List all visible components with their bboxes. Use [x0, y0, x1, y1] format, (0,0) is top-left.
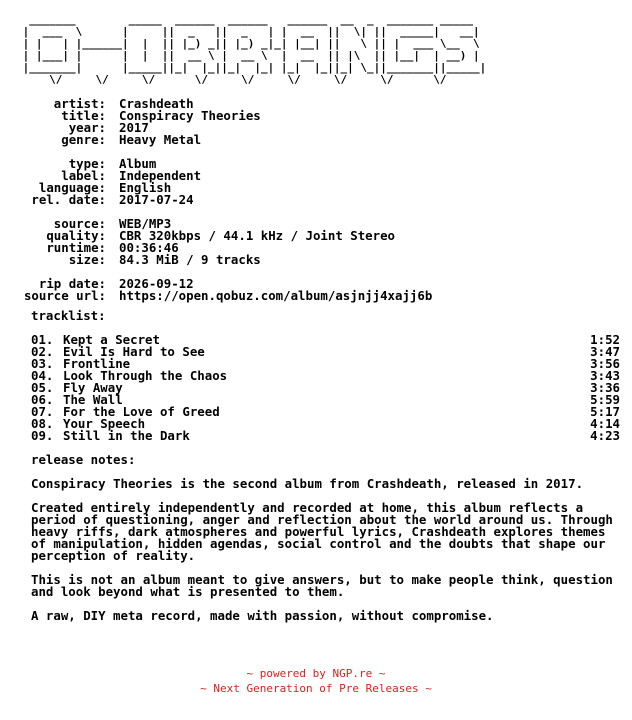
meta-label: genre:	[61, 132, 106, 147]
meta-row-reldate	[16, 194, 620, 206]
track-title: Evil Is Hard to See	[63, 344, 205, 359]
artist-value: Crashdeath	[119, 96, 194, 111]
meta-label: rel. date:	[31, 192, 106, 207]
release-details-block	[16, 158, 620, 206]
meta-label: source url:	[23, 288, 106, 303]
notes-paragraph: A raw, DIY meta record, made with passion, without compromise.	[31, 608, 494, 623]
title-value: Conspiracy Theories	[119, 108, 261, 123]
meta-label: source:	[53, 216, 106, 231]
track-number: 08.	[31, 416, 54, 431]
meta-label: year:	[68, 120, 106, 135]
audio-info-block	[16, 218, 620, 266]
footer-tagline: ~ Next Generation of Pre Releases ~	[200, 682, 432, 695]
meta-label: language:	[38, 180, 106, 195]
notes-paragraph: Conspiracy Theories is the second album from Crashdeath, released in 2017.	[31, 476, 584, 491]
track-title: For the Love of Greed	[63, 404, 220, 419]
meta-label: runtime:	[46, 240, 106, 255]
meta-label: type:	[68, 156, 106, 171]
notes-paragraph: This is not an album meant to give answers, but to make people think, question and look beyond what is presented to them.	[31, 572, 613, 599]
meta-label: quality:	[46, 228, 106, 243]
meta-label: size:	[68, 252, 106, 267]
size-value: 84.3 MiB / 9 tracks	[119, 252, 261, 267]
track-row	[31, 430, 620, 442]
runtime-value: 00:36:46	[119, 240, 179, 255]
track-number: 03.	[31, 356, 54, 371]
nfo-document	[16, 14, 620, 634]
source-url-link[interactable]: https://open.qobuz.com/album/asjnjj4xajj6b	[119, 288, 433, 303]
track-duration: 5:17	[590, 404, 620, 419]
release-date-value: 2017-07-24	[119, 192, 194, 207]
track-duration: 4:23	[590, 428, 620, 443]
track-title: The Wall	[63, 392, 123, 407]
type-value: Album	[119, 156, 157, 171]
tracklist	[31, 334, 620, 442]
track-title: Kept a Secret	[63, 332, 160, 347]
notes-paragraph: Created entirely independently and recorded at home, this album reflects a period of questioning, anger and reflection about the world around us. Through heavy riffs, dark atmospheres and powerful lyrics, Crashdeath explores themes of manipulation, hidden agendas, social control and the doubts that shape our perception of reality.	[31, 500, 613, 563]
track-duration: 3:56	[590, 356, 620, 371]
language-value: English	[119, 180, 172, 195]
track-title: Look Through the Chaos	[63, 368, 228, 383]
release-info-block	[16, 98, 620, 146]
meta-label: title:	[61, 108, 106, 123]
track-number: 05.	[31, 380, 54, 395]
track-number: 09.	[31, 428, 54, 443]
track-duration: 5:59	[590, 392, 620, 407]
meta-row-sourceurl	[16, 290, 620, 302]
meta-row-size	[16, 254, 620, 266]
track-number: 01.	[31, 332, 54, 347]
label-value: Independent	[119, 168, 202, 183]
track-title: Still in the Dark	[63, 428, 190, 443]
track-number: 07.	[31, 404, 54, 419]
meta-label: artist:	[53, 96, 106, 111]
track-title: Frontline	[63, 356, 131, 371]
rip-date-value: 2026-09-12	[119, 276, 194, 291]
track-duration: 1:52	[590, 332, 620, 347]
release-notes-heading: release notes:	[31, 452, 136, 467]
track-duration: 3:47	[590, 344, 620, 359]
rip-info-block	[16, 278, 620, 302]
meta-label: label:	[61, 168, 106, 183]
release-notes	[31, 478, 621, 622]
meta-label: rip date:	[38, 276, 106, 291]
track-title: Fly Away	[63, 380, 123, 395]
track-number: 04.	[31, 368, 54, 383]
meta-row-genre	[16, 134, 620, 146]
track-number: 02.	[31, 344, 54, 359]
quality-value: CBR 320kbps / 44.1 kHz / Joint Stereo	[119, 228, 396, 243]
footer-powered-by[interactable]: ~ powered by NGP.re ~	[246, 667, 386, 680]
track-title: Your Speech	[63, 416, 146, 431]
track-duration: 3:43	[590, 368, 620, 383]
year-value: 2017	[119, 120, 149, 135]
ascii-art-logo: _______ _____ ______ ______ ______ __ _ _______ _____ | ___ \ | || _ || _ | | __ || \| || _____| __| | | | |______| | || |_) _|| |_) _|_| |__| || \ || | ___ \__ \ | |___| | | | || __ \ | __ \ | __ || |\ || |__| | __) | |_______| |_____||_| |_||_| |_| |_| |_||_| \_||_______||_____| \/ \/ \/ \/ \/ \/ \/ \/ \/	[22, 14, 487, 86]
tracklist-heading: tracklist:	[31, 308, 106, 323]
track-number: 06.	[31, 392, 54, 407]
track-duration: 3:36	[590, 380, 620, 395]
genre-value: Heavy Metal	[119, 132, 202, 147]
source-value: WEB/MP3	[119, 216, 172, 231]
track-duration: 4:14	[590, 416, 620, 431]
